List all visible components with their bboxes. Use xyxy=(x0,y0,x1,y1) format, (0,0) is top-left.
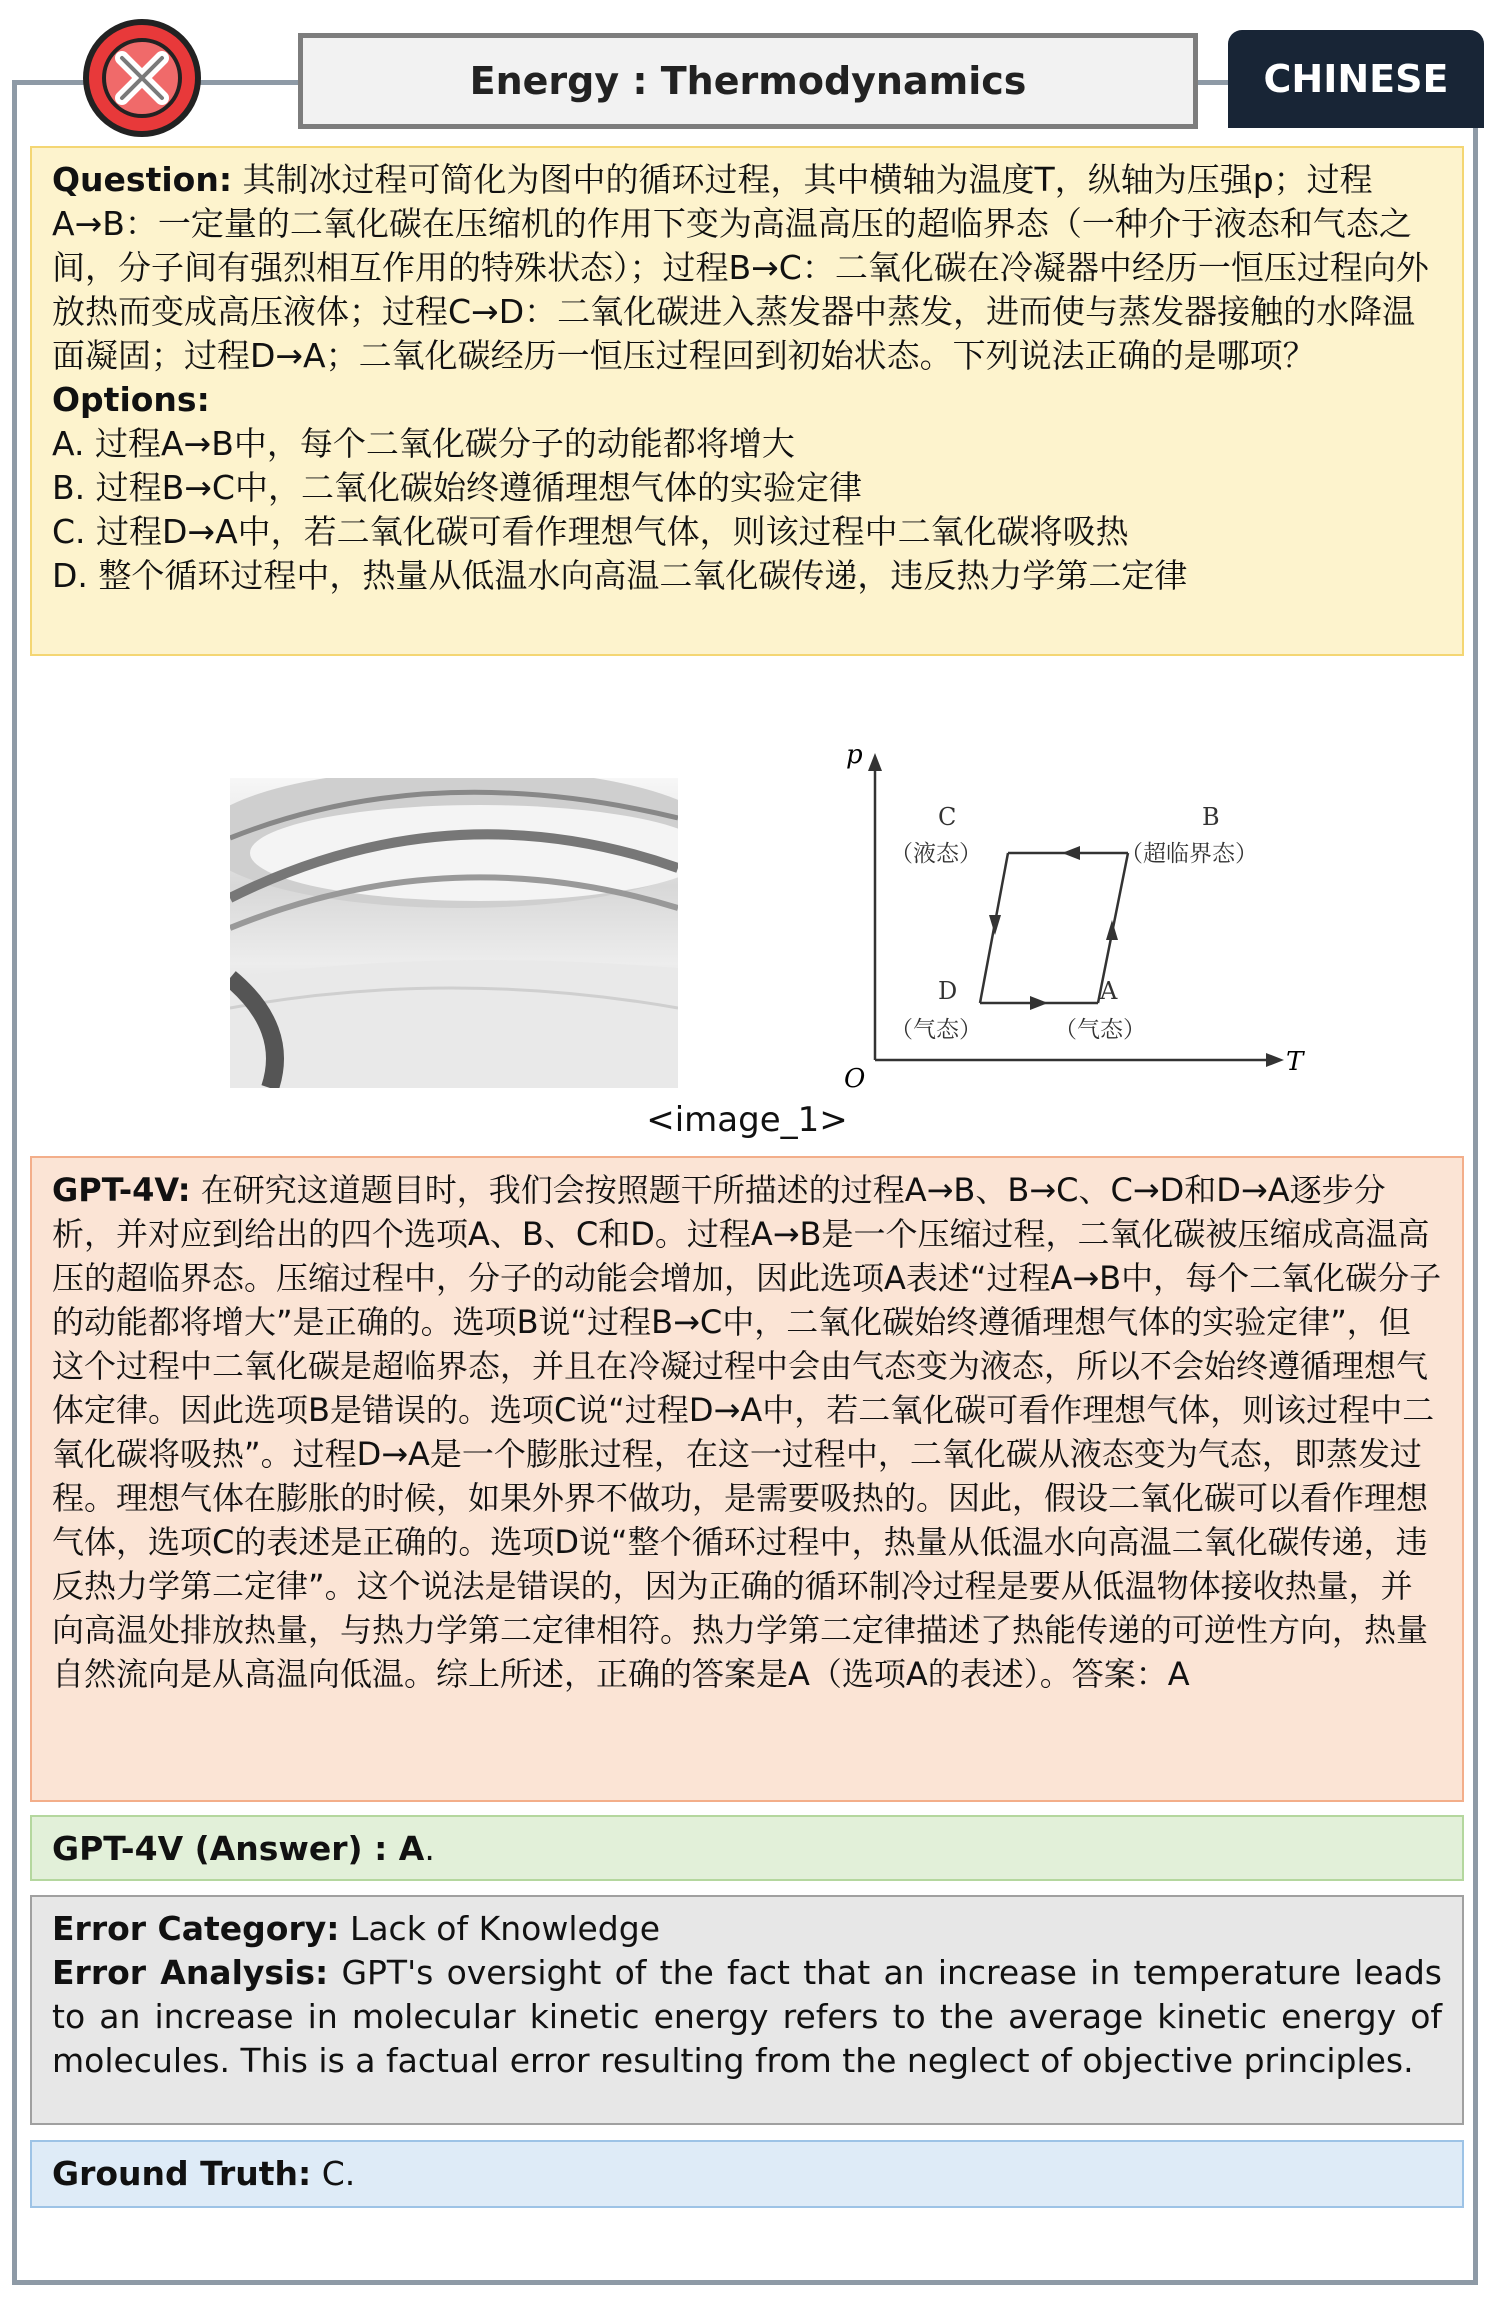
error-category-label: Error Category: xyxy=(52,1909,340,1948)
language-tag: CHINESE xyxy=(1228,30,1484,128)
error-category-row xyxy=(52,1907,1442,1951)
options-label: Options: xyxy=(52,380,210,419)
question-text: 其制冰过程可简化为图中的循环过程，其中横轴为温度T，纵轴为压强p；过程A→B：一定量的二氧化碳在压缩机的作用下变为高温高压的超临界态（一种介于液态和气态之间，分子间有强烈相互作用的特殊状态）；过程B→C：二氧化碳在冷凝器中经历一恒压过程向外放热而变成高压液体；过程C→D：二氧化碳进入蒸发器中蒸发，进而使与蒸发器接触的水降温面凝固；过程D→A；二氧化碳经历一恒压过程回到初始状态。下列说法正确的是哪项？ xyxy=(52,160,1429,375)
gpt4v-text: 在研究这道题目时，我们会按照题干所描述的过程A→B、B→C、C→D和D→A逐步分析，并对应到给出的四个选项A、B、C和D。过程A→B是一个压缩过程，二氧化碳被压缩成高温高压的超临界态。压缩过程中，分子的动能会增加，因此选项A表述“过程A→B中，每个二氧化碳分子的动能都将增大”是正确的。选项B说“过程B→C中，二氧化碳始终遵循理想气体的实验定律”，但这个过程中二氧化碳是超临界态，并且在冷凝过程中会由气态变为液态，所以不会始终遵循理想气体定律。因此选项B是错误的。选项C说“过程D→A中，若二氧化碳可看作理想气体，则该过程中二氧化碳将吸热”。过程D→A是一个膨胀过程，在这一过程中，二氧化碳从液态变为气态，即蒸发过程。理想气体在膨胀的时候，如果外界不做功，是需要吸热的。因此，假设二氧化碳可以看作理想气体，选项C的表述是正确的。选项D说“整个循环过程中，热量从低温水向高温二氧化碳传递，违反热力学第二定律”。这个说法是错误的，因为正确的循环制冷过程是要从低温物体接收热量，并向高温处排放热量，与热力学第二定律相符。热力学第二定律描述了热能传递的可逆性方向，热量自然流向是从高温向低温。综上所述，正确的答案是A（选项A的表述）。答案：A xyxy=(52,1171,1442,1693)
state-a-label: （气态） xyxy=(1054,1017,1146,1043)
gpt4v-response-box xyxy=(30,1156,1464,1802)
error-analysis-text: GPT's oversight of the fact that an increase in temperature leads to an increase in molecular kinetic energy refers to the average kinetic energy of molecules. This is a factual error resulting from the neglect of objective principles. xyxy=(52,1953,1442,2080)
subject-title: Energy : Thermodynamics xyxy=(298,33,1198,129)
gpt4v-answer-box xyxy=(30,1815,1464,1881)
point-b-label: B xyxy=(1202,803,1220,831)
origin-label: O xyxy=(844,1064,866,1094)
image-caption: <image_1> xyxy=(646,1100,848,1140)
ground-truth-label: Ground Truth: xyxy=(52,2154,312,2193)
option-d: D. 整个循环过程中，热量从低温水向高温二氧化碳传递，违反热力学第二定律 xyxy=(52,556,1188,595)
state-d-label: （气态） xyxy=(890,1017,982,1043)
state-b-label: （超临界态） xyxy=(1120,841,1258,867)
option-a: A. 过程A→B中，每个二氧化碳分子的动能都将增大 xyxy=(52,424,795,463)
point-a-label: A xyxy=(1100,977,1118,1005)
error-box xyxy=(30,1895,1464,2125)
ground-truth-value: C. xyxy=(321,2154,356,2193)
option-b: B. 过程B→C中，二氧化碳始终遵循理想气体的实验定律 xyxy=(52,468,862,507)
point-d-label: D xyxy=(938,977,958,1005)
answer-label: GPT-4V (Answer) : A xyxy=(52,1829,425,1868)
error-category-value: Lack of Knowledge xyxy=(349,1909,661,1948)
state-c-label: （液态） xyxy=(890,841,982,867)
stadium-photo xyxy=(230,778,678,1088)
gpt4v-label: GPT-4V: xyxy=(52,1171,191,1209)
question-label: Question: xyxy=(52,160,233,199)
axis-p-label: p xyxy=(846,740,863,770)
error-analysis-row xyxy=(52,1951,1442,2083)
ground-truth-box xyxy=(30,2140,1464,2208)
error-x-icon xyxy=(80,16,204,140)
axis-t-label: T xyxy=(1286,1047,1304,1077)
option-c: C. 过程D→A中，若二氧化碳可看作理想气体，则该过程中二氧化碳将吸热 xyxy=(52,512,1129,551)
question-box xyxy=(30,146,1464,656)
point-c-label: C xyxy=(938,803,957,831)
p-t-diagram xyxy=(820,735,1340,1095)
answer-value: . xyxy=(424,1829,435,1868)
error-analysis-label: Error Analysis: xyxy=(52,1953,329,1992)
question-paragraph xyxy=(52,158,1442,378)
